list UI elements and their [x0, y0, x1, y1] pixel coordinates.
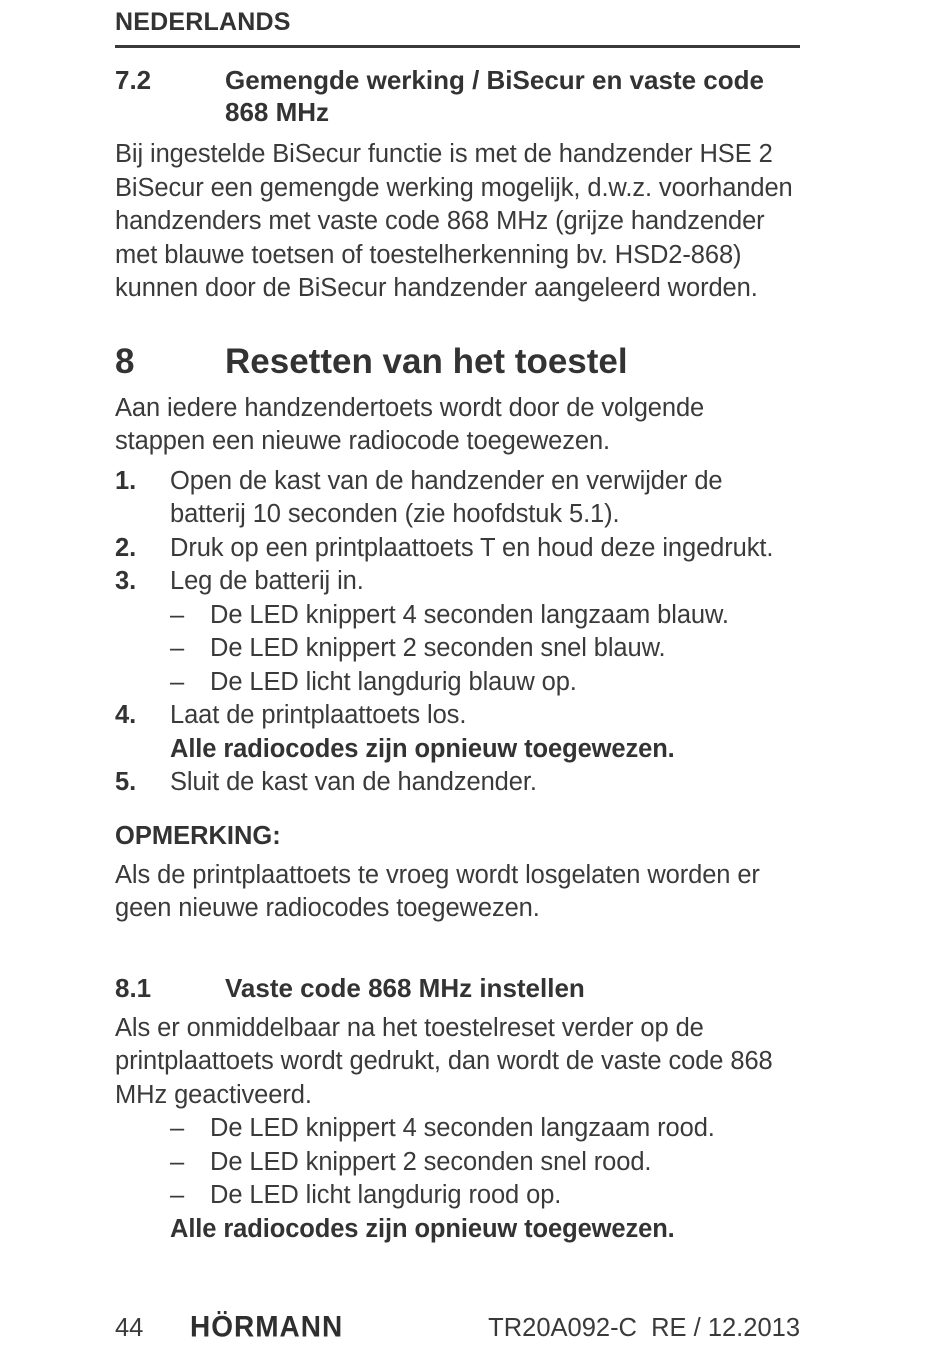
section-title: Gemengde werking / BiSecur en vaste code 868 MHz — [225, 65, 764, 127]
language-header: NEDERLANDS — [115, 8, 291, 36]
document-reference: TR20A092-C RE / 12.2013 — [488, 1314, 800, 1342]
note-paragraph: Als de printplaattoets te vroeg wordt losgelaten worden er geen nieuwe radiocodes toegewezen. — [115, 860, 760, 922]
note-heading: OPMERKING: — [115, 821, 281, 850]
step-text: Laat de printplaattoets los. — [170, 701, 467, 729]
step-number: 2. — [115, 533, 137, 562]
section-title: Resetten van het toestel — [225, 341, 628, 381]
step-text: Leg de batterij in. — [170, 567, 364, 595]
section-8-heading — [115, 342, 800, 382]
step-text: Sluit de kast van de handzender. — [170, 768, 537, 796]
step-text: Open de kast van de handzender en verwijder de batterij 10 seconden (zie hoofdstuk 5.1). — [170, 466, 723, 528]
page-number: 44 — [115, 1314, 144, 1342]
led-bullet-text: De LED licht langdurig rood op. — [210, 1181, 562, 1209]
section-8-1-paragraph: Als er onmiddelbaar na het toestelreset verder op de printplaattoets wordt gedrukt, dan wordt de vaste code 868 MHz geactiveerd. — [115, 1013, 773, 1109]
bullet-dash: – — [170, 634, 185, 662]
step-item — [115, 699, 800, 766]
section-8-intro: Aan iedere handzendertoets wordt door de volgende stappen een nieuwe radiocode toegewezen. — [115, 393, 705, 455]
led-bullet-list — [170, 1112, 800, 1246]
step-item — [115, 766, 800, 800]
led-bullet — [170, 1112, 800, 1146]
step-text: Druk op een printplaattoets T en houd deze ingedrukt. — [170, 533, 774, 562]
section-number: 7.2 — [115, 65, 152, 95]
step-item — [115, 565, 800, 699]
bullet-dash: – — [170, 667, 185, 696]
bullet-dash: – — [170, 1147, 185, 1176]
led-bullet-text: De LED knippert 2 seconden snel rood. — [210, 1147, 652, 1176]
led-bullet-text: De LED knippert 4 seconden langzaam rood. — [210, 1114, 715, 1142]
step-list — [115, 465, 800, 800]
led-bullet-text: De LED licht langdurig blauw op. — [210, 667, 577, 696]
header-rule — [115, 45, 800, 48]
led-bullet — [170, 599, 800, 633]
section-number: 8 — [115, 341, 135, 381]
led-bullet — [170, 632, 800, 666]
bullet-dash: – — [170, 600, 185, 629]
step-item — [115, 532, 800, 566]
bullet-dash: – — [170, 1114, 185, 1142]
step-item — [115, 465, 800, 532]
bold-result-note: Alle radiocodes zijn opnieuw toegewezen. — [170, 734, 675, 763]
step-number: 1. — [115, 466, 137, 495]
page-footer — [115, 1311, 800, 1347]
led-bullet-text: De LED knippert 2 seconden snel blauw. — [210, 634, 666, 662]
led-bullet-text: De LED knippert 4 seconden langzaam blauw. — [210, 600, 729, 629]
section-8-1-heading — [115, 972, 800, 1004]
section-title: Vaste code 868 MHz instellen — [225, 972, 585, 1003]
led-bullet — [170, 666, 800, 700]
led-bullet — [170, 1179, 800, 1213]
brand-logo: HÖRMANN — [190, 1310, 344, 1343]
step-number: 5. — [115, 768, 137, 796]
led-bullet — [170, 1146, 800, 1180]
step-number: 3. — [115, 567, 137, 595]
section-7-2-paragraph: Bij ingestelde BiSecur functie is met de handzender HSE 2 BiSecur een gemengde werking mogelijk, d.w.z. voorhanden handzenders met vaste code 868 MHz (grijze handzender met blauwe toetsen of toestelherkenning bv. HSD2-868) kunnen door de BiSecur handzender aangeleerd worden. — [115, 140, 793, 302]
bold-result-note: Alle radiocodes zijn opnieuw toegewezen. — [170, 1214, 675, 1243]
section-number: 8.1 — [115, 972, 152, 1003]
bullet-dash: – — [170, 1181, 185, 1209]
section-7-2-heading — [115, 64, 800, 128]
step-number: 4. — [115, 701, 137, 729]
